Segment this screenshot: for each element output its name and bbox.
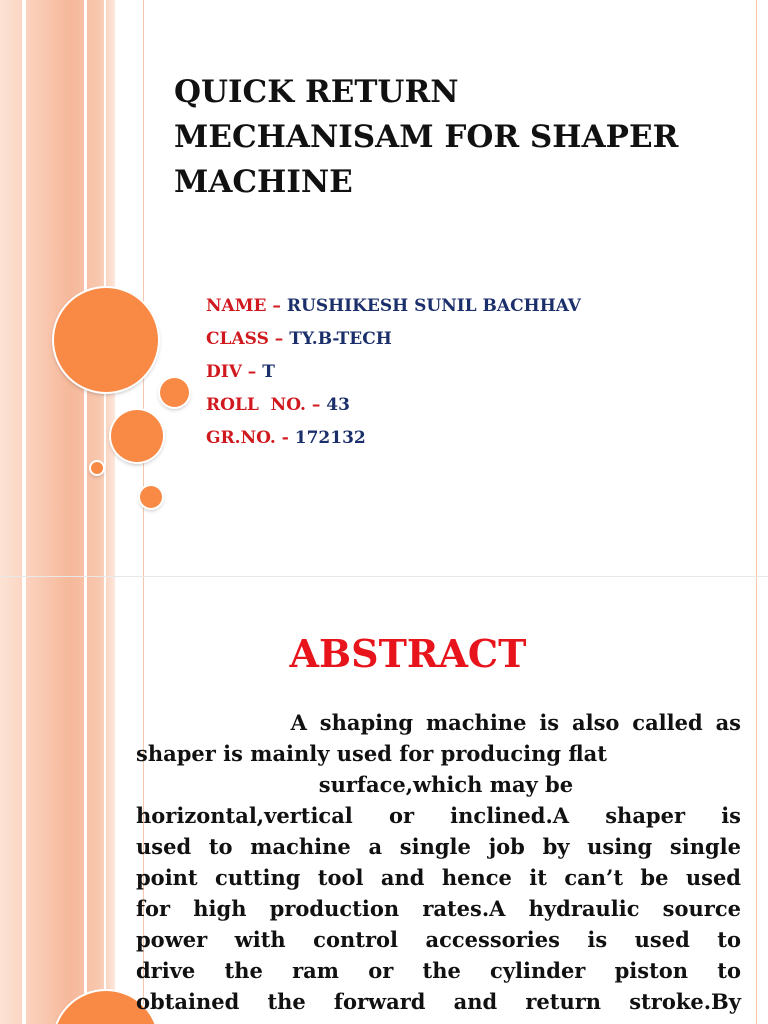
student-details-list <box>206 290 581 455</box>
abstract-line: point cutting tool and hence it can’t be used <box>136 865 741 890</box>
abstract-line: used to machine a single job by using single <box>136 834 741 859</box>
decorative-circle-medium <box>111 410 163 462</box>
abstract-line: A shaping machine is also called as <box>136 710 741 735</box>
abstract-line: power with control accessories is used to <box>136 927 741 952</box>
detail-div: DIV – T <box>206 362 275 382</box>
detail-value: 43 <box>326 395 350 415</box>
decorative-circle-small <box>140 486 162 508</box>
decorative-circle-small <box>160 378 189 407</box>
title-line: QUICK RETURN <box>174 74 459 110</box>
detail-label: ROLL NO. <box>206 395 306 415</box>
detail-label: CLASS <box>206 329 269 349</box>
abstract-line: surface,which may be <box>136 772 574 797</box>
detail-roll-no: ROLL NO. – 43 <box>206 395 350 415</box>
title-line: MACHINE <box>174 164 353 200</box>
abstract-line: for high production rates.A hydraulic source <box>136 896 741 921</box>
detail-value: T <box>262 362 275 382</box>
abstract-text <box>136 707 741 1017</box>
abstract-line: horizontal,vertical or inclined.A shaper is <box>136 803 741 828</box>
detail-label: NAME <box>206 296 267 316</box>
abstract-heading: ABSTRACT <box>289 631 527 676</box>
detail-value: RUSHIKESH SUNIL BACHHAV <box>286 296 581 316</box>
detail-gr-no: GR.NO. - 172132 <box>206 428 366 448</box>
detail-name: NAME – RUSHIKESH SUNIL BACHHAV <box>206 296 581 316</box>
detail-label: DIV <box>206 362 242 382</box>
abstract-line: shaper is mainly used for producing flat <box>136 741 607 766</box>
decorative-line <box>756 0 757 577</box>
detail-label: GR.NO. <box>206 428 276 448</box>
abstract-line: obtained the forward and return stroke.By <box>136 989 741 1014</box>
decorative-circle-tiny <box>91 462 103 474</box>
abstract-line: drive the ram or the cylinder piston to <box>136 958 741 983</box>
presentation-title <box>174 70 734 205</box>
title-line: MECHANISAM FOR SHAPER <box>174 119 679 155</box>
detail-value: TY.B-TECH <box>289 329 392 349</box>
abstract-slide <box>0 577 768 1024</box>
detail-class: CLASS – TY.B-TECH <box>206 329 392 349</box>
detail-value: 172132 <box>294 428 366 448</box>
decorative-circle-large <box>54 288 158 392</box>
